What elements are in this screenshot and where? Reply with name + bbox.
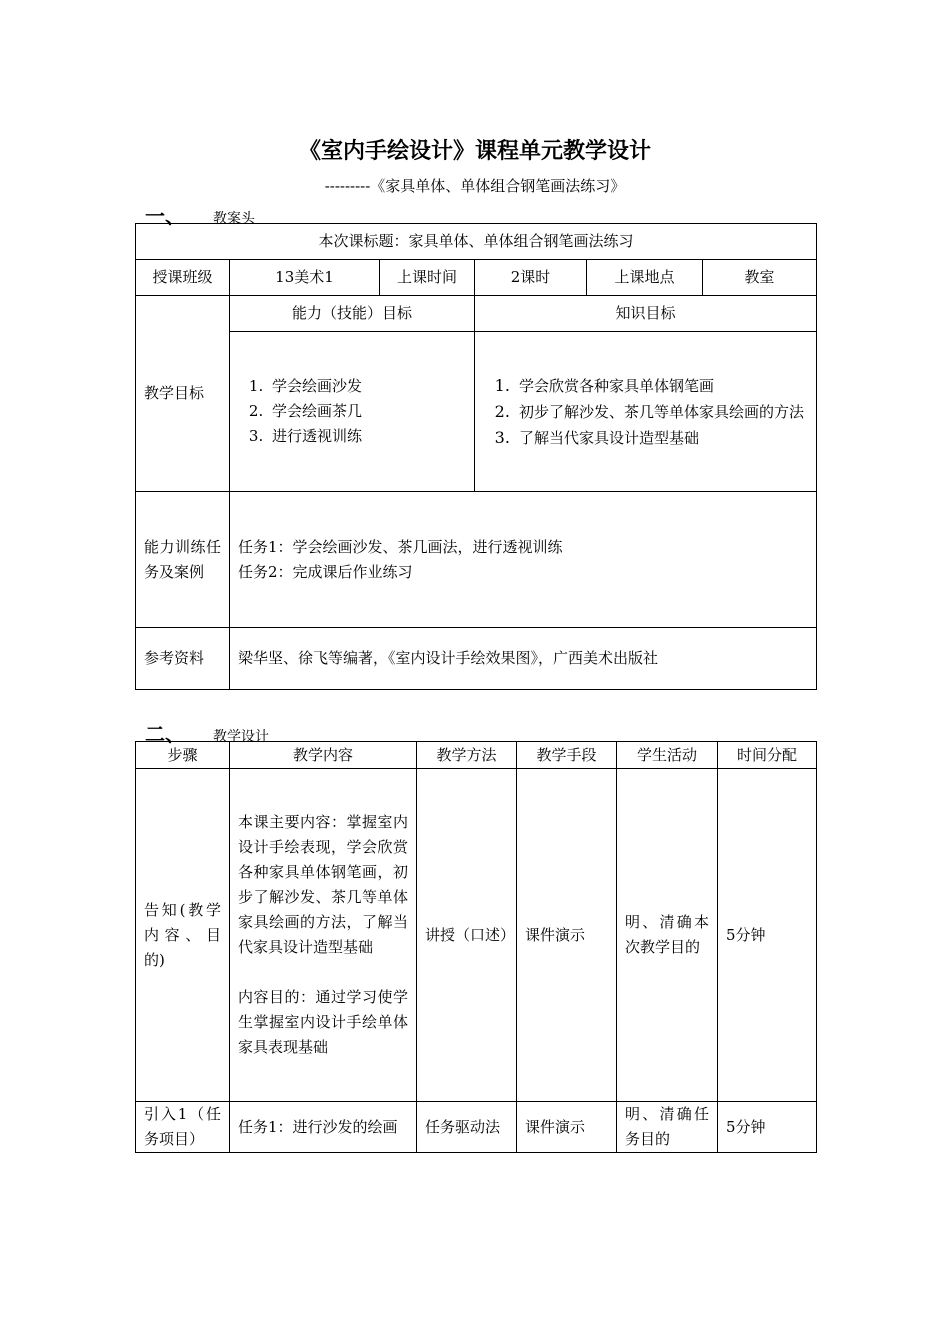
- section-label: 教案头: [213, 211, 255, 227]
- header-step: 步骤: [136, 742, 230, 769]
- tasks-cell: [230, 492, 817, 628]
- class-label: 授课班级: [136, 260, 230, 296]
- time-cell: 5分钟: [718, 769, 817, 1102]
- ability-goals-list: [238, 374, 466, 449]
- task-2: 任务2：完成课后作业练习: [238, 562, 413, 581]
- list-item: 3. 了解当代家具设计造型基础: [515, 425, 808, 451]
- header-time: 时间分配: [718, 742, 817, 769]
- section-number: 一、: [145, 204, 185, 228]
- activity-cell: 明、清确本次教学目的: [617, 769, 718, 1102]
- table-row: [136, 1102, 817, 1153]
- class-value: 13美术1: [230, 260, 380, 296]
- ability-goals-cell: [230, 332, 475, 492]
- knowledge-goals-list: [483, 373, 808, 451]
- list-item: 2. 学会绘画茶几: [268, 399, 466, 424]
- time-label: 上课时间: [380, 260, 475, 296]
- list-item: 3. 进行透视训练: [268, 424, 466, 449]
- lesson-header-table: [135, 223, 817, 690]
- step-cell: 引入1（任务项目）: [136, 1102, 230, 1153]
- teaching-design-table: [135, 741, 817, 1153]
- content-purpose: 内容目的：通过学习使学生掌握室内设计手绘单体家具表现基础: [238, 988, 408, 1056]
- list-item: 1. 学会绘画沙发: [268, 374, 466, 399]
- table-row: [136, 769, 817, 1102]
- task-1: 任务1：学会绘画沙发、茶几画法，进行透视训练: [238, 537, 563, 556]
- content-cell: [230, 769, 417, 1102]
- place-value: 教室: [703, 260, 817, 296]
- means-cell: 课件演示: [517, 769, 617, 1102]
- place-label: 上课地点: [587, 260, 703, 296]
- content-cell: 任务1：进行沙发的绘画: [230, 1102, 417, 1153]
- ability-goals-header: 能力（技能）目标: [230, 296, 475, 332]
- reference-label: 参考资料: [136, 628, 230, 690]
- section-label: 教学设计: [213, 729, 269, 745]
- section-number: 二、: [145, 722, 185, 746]
- tasks-label: 能力训练任务及案例: [136, 492, 230, 628]
- activity-cell: 明、清确任务目的: [617, 1102, 718, 1153]
- method-cell: 讲授（口述）: [417, 769, 517, 1102]
- reference-value: 梁华坚、徐飞等编著，《室内设计手绘效果图》，广西美术出版社: [230, 628, 817, 690]
- time-cell: 5分钟: [718, 1102, 817, 1153]
- knowledge-goals-cell: [475, 332, 817, 492]
- lesson-title-cell: 本次课标题：家具单体、单体组合钢笔画法练习: [136, 224, 817, 260]
- content-main: 本课主要内容：掌握室内设计手绘表现，学会欣赏各种家具单体钢笔画，初步了解沙发、茶几等单体家具绘画的方法，了解当代家具设计造型基础: [238, 813, 408, 956]
- list-item: 1. 学会欣赏各种家具单体钢笔画: [515, 373, 808, 399]
- document-title: 《室内手绘设计》课程单元教学设计: [298, 139, 651, 164]
- means-cell: 课件演示: [517, 1102, 617, 1153]
- header-method: 教学方法: [417, 742, 517, 769]
- header-activity: 学生活动: [617, 742, 718, 769]
- time-value: 2课时: [475, 260, 587, 296]
- method-cell: 任务驱动法: [417, 1102, 517, 1153]
- step-cell: 告知(教学内容、目的): [136, 769, 230, 1102]
- list-item: 2. 初步了解沙发、茶几等单体家具绘画的方法: [515, 399, 808, 425]
- knowledge-goals-header: 知识目标: [475, 296, 817, 332]
- header-means: 教学手段: [517, 742, 617, 769]
- goals-label: 教学目标: [136, 296, 230, 492]
- document-subtitle: ---------《家具单体、单体组合钢笔画法练习》: [324, 177, 626, 195]
- header-content: 教学内容: [230, 742, 417, 769]
